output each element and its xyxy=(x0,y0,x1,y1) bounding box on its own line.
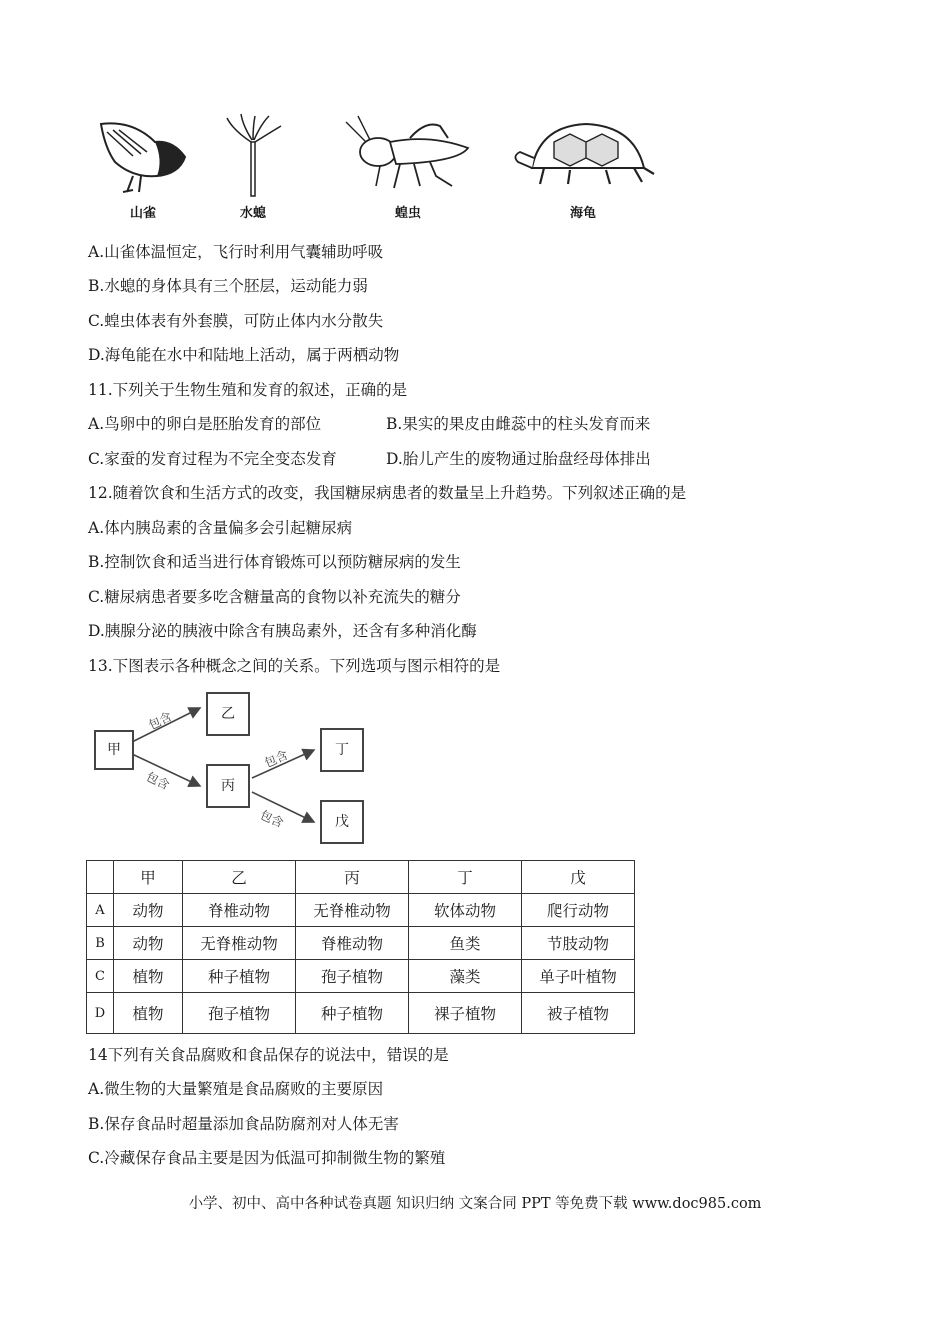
table-header-cell: 甲 xyxy=(114,861,183,894)
q11-stem: 11.下列关于生物生殖和发育的叙述，正确的是 xyxy=(88,381,408,399)
animal-caption: 海龟 xyxy=(569,206,596,221)
bird-icon xyxy=(93,112,193,198)
table-cell: 软体动物 xyxy=(409,894,522,927)
q11-option-a: A.鸟卵中的卵白是胚胎发育的部位 xyxy=(88,415,322,433)
table-cell: 植物 xyxy=(114,960,183,993)
q12-stem: 12.随着饮食和生活方式的改变，我国糖尿病患者的数量呈上升趋势。下列叙述正确的是 xyxy=(88,484,687,502)
box-jia: 甲 xyxy=(94,730,134,770)
table-cell: B xyxy=(87,927,114,960)
q12-option-d: D.胰腺分泌的胰液中除含有胰岛素外，还含有多种消化酶 xyxy=(88,622,477,640)
q12-option-b: B.控制饮食和适当进行体育锻炼可以预防糖尿病的发生 xyxy=(88,553,461,571)
q14-option-a: A.微生物的大量繁殖是食品腐败的主要原因 xyxy=(88,1080,384,1098)
table-cell: 无脊椎动物 xyxy=(183,927,296,960)
q12-option-a: A.体内胰岛素的含量偏多会引起糖尿病 xyxy=(88,519,353,537)
table-row xyxy=(87,894,635,927)
q13-options-table xyxy=(86,860,635,1034)
table-header-cell xyxy=(87,861,114,894)
table-cell: 脊椎动物 xyxy=(296,927,409,960)
q12-option-c: C.糖尿病患者要多吃含糖量高的食物以补充流失的糖分 xyxy=(88,588,461,606)
q11-option-c: C.家蚕的发育过程为不完全变态发育 xyxy=(88,450,337,468)
table-row xyxy=(87,927,635,960)
hydra-icon xyxy=(213,112,293,198)
table-header-cell: 丁 xyxy=(409,861,522,894)
table-cell: 藻类 xyxy=(409,960,522,993)
q14-stem: 14下列有关食品腐败和食品保存的说法中，错误的是 xyxy=(88,1046,449,1064)
animal-hydra xyxy=(208,112,298,221)
animal-caption: 蝗虫 xyxy=(394,206,421,221)
animal-illustrations xyxy=(88,112,688,237)
table-cell: 脊椎动物 xyxy=(183,894,296,927)
table-cell: 动物 xyxy=(114,927,183,960)
table-cell: 孢子植物 xyxy=(296,960,409,993)
table-row xyxy=(87,960,635,993)
table-cell: 爬行动物 xyxy=(522,894,635,927)
animal-bird xyxy=(88,112,198,221)
table-cell: 种子植物 xyxy=(296,993,409,1034)
table-cell: 裸子植物 xyxy=(409,993,522,1034)
concept-diagram xyxy=(88,688,388,848)
q11-option-b: B.果实的果皮由雌蕊中的柱头发育而来 xyxy=(386,415,651,433)
table-cell: D xyxy=(87,993,114,1034)
box-bing: 丙 xyxy=(206,764,250,808)
table-cell: 单子叶植物 xyxy=(522,960,635,993)
table-header-cell: 乙 xyxy=(183,861,296,894)
relation-label: 包含 xyxy=(257,807,286,831)
q10-option-a: A.山雀体温恒定，飞行时利用气囊辅助呼吸 xyxy=(88,243,384,261)
q14-option-c: C.冷藏保存食品主要是因为低温可抑制微生物的繁殖 xyxy=(88,1149,446,1167)
relation-label: 包含 xyxy=(262,747,291,771)
q14-option-b: B.保存食品时超量添加食品防腐剂对人体无害 xyxy=(88,1115,399,1133)
table-cell: 动物 xyxy=(114,894,183,927)
box-ding: 丁 xyxy=(320,728,364,772)
q10-option-b: B.水螅的身体具有三个胚层，运动能力弱 xyxy=(88,277,368,295)
table-header-cell: 戊 xyxy=(522,861,635,894)
table-cell: 种子植物 xyxy=(183,960,296,993)
table-cell: 鱼类 xyxy=(409,927,522,960)
table-cell: A xyxy=(87,894,114,927)
table-cell: 植物 xyxy=(114,993,183,1034)
animal-caption: 水螅 xyxy=(239,206,266,221)
animal-caption: 山雀 xyxy=(129,206,156,221)
table-cell: 节肢动物 xyxy=(522,927,635,960)
table-header-row xyxy=(87,861,635,894)
table-row xyxy=(87,993,635,1034)
q13-stem: 13.下图表示各种概念之间的关系。下列选项与图示相符的是 xyxy=(88,657,501,675)
box-wu: 戊 xyxy=(320,800,364,844)
table-cell: C xyxy=(87,960,114,993)
animal-locust xyxy=(338,112,478,221)
table-cell: 无脊椎动物 xyxy=(296,894,409,927)
animal-turtle xyxy=(508,112,658,221)
relation-label: 包含 xyxy=(146,709,175,733)
locust-icon xyxy=(340,112,476,198)
q11-option-d: D.胎儿产生的废物通过胎盘经母体排出 xyxy=(386,450,651,468)
table-cell: 被子植物 xyxy=(522,993,635,1034)
page-footer: 小学、初中、高中各种试卷真题 知识归纳 文案合同 PPT 等免费下载 www.doc985.com xyxy=(188,1196,762,1212)
q10-option-c: C.蝗虫体表有外套膜，可防止体内水分散失 xyxy=(88,312,384,330)
turtle-icon xyxy=(510,112,656,198)
q10-option-d: D.海龟能在水中和陆地上活动，属于两栖动物 xyxy=(88,346,400,364)
box-yi: 乙 xyxy=(206,692,250,736)
relation-label: 包含 xyxy=(143,769,172,793)
table-header-cell: 丙 xyxy=(296,861,409,894)
table-cell: 孢子植物 xyxy=(183,993,296,1034)
